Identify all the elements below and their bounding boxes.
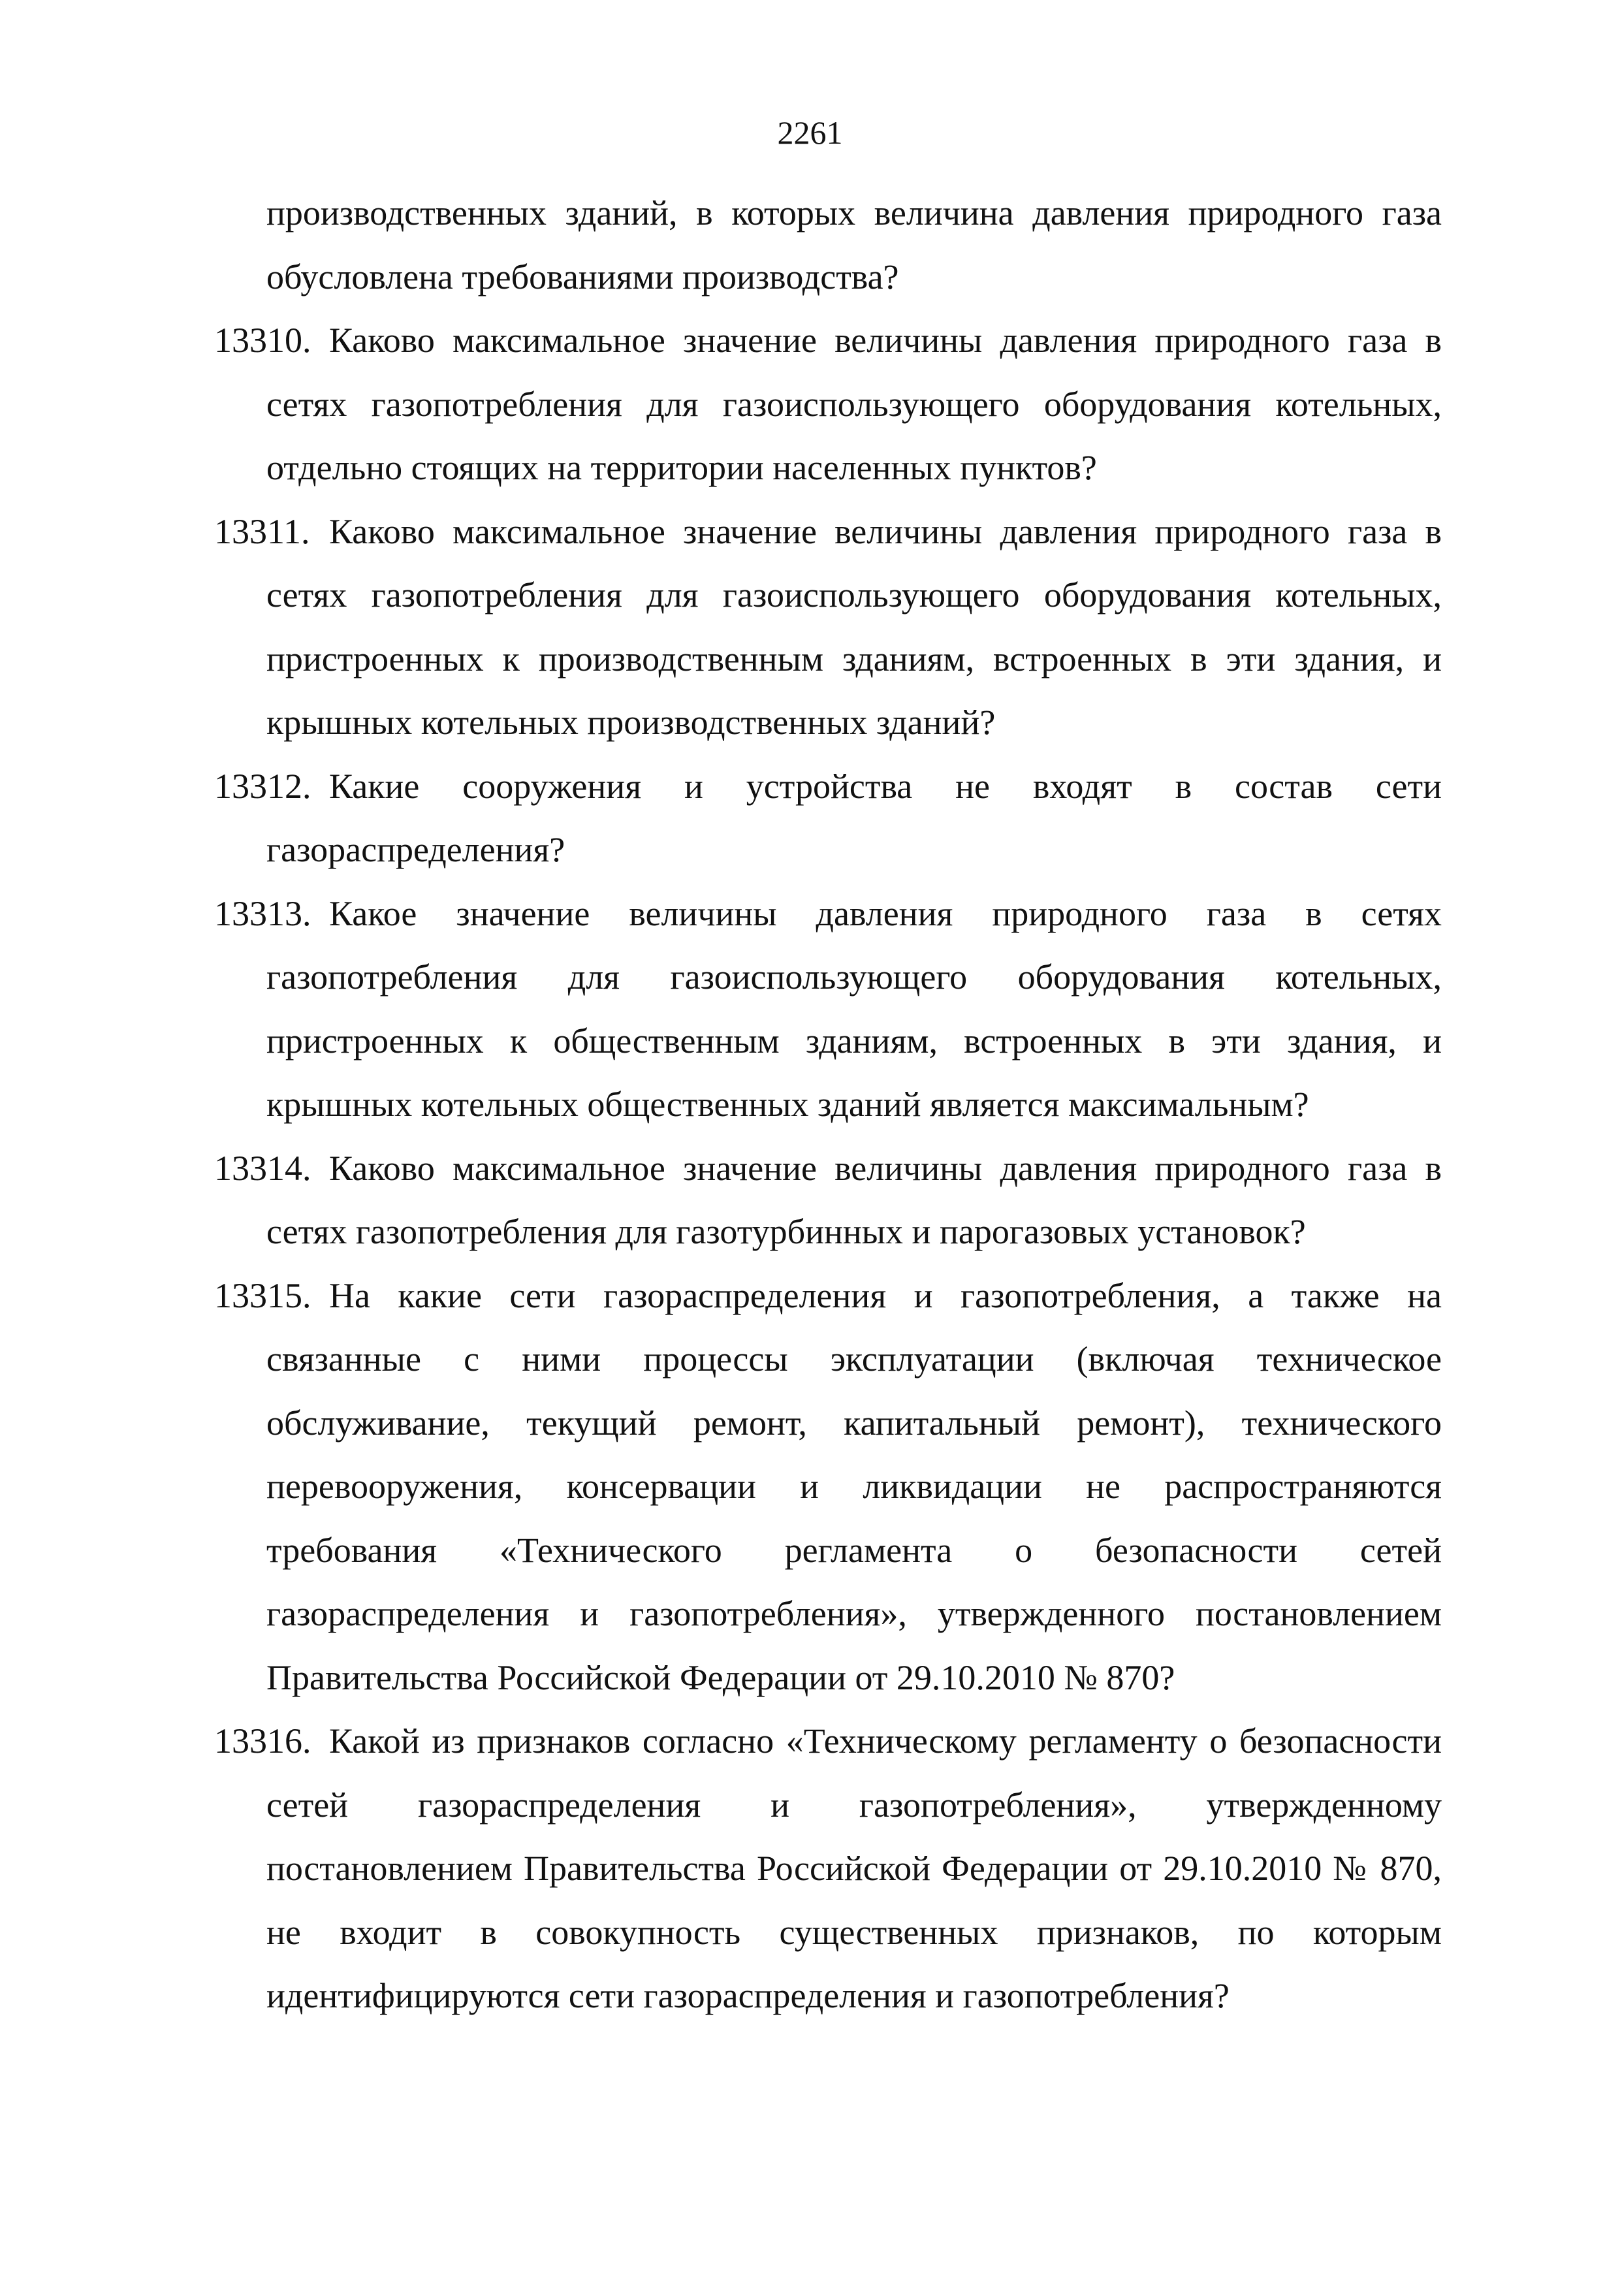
question-number: 13311. bbox=[214, 511, 310, 551]
question-list bbox=[214, 182, 1442, 2028]
question-item-13313 bbox=[214, 882, 1442, 1137]
question-number: 13313. bbox=[214, 893, 311, 933]
question-item-13315 bbox=[214, 1264, 1442, 1710]
question-item-13316 bbox=[214, 1710, 1442, 2028]
question-item-13311 bbox=[214, 500, 1442, 755]
question-number: 13312. bbox=[214, 766, 311, 806]
page-number: 2261 bbox=[777, 114, 843, 151]
question-item-13310 bbox=[214, 309, 1442, 500]
question-text: Каково максимальное значение величины давления природного газа в сетях газопотребления для газотурбинных и парогазовых установок? bbox=[266, 1148, 1442, 1251]
question-text: Каково максимальное значение величины давления природного газа в сетях газопотребления для газоиспользующего оборудования котельных, отдельно стоящих на территории населенных пунктов? bbox=[266, 321, 1442, 487]
question-text: Какое значение величины давления природного газа в сетях газопотребления для газоиспользующего оборудования котельных, пристроенных к общественным зданиям, встроенных в эти здания, и крышных котельных общественных зданий является максимальным? bbox=[266, 893, 1442, 1124]
question-number: 13316. bbox=[214, 1721, 311, 1761]
question-number: 13315. bbox=[214, 1275, 311, 1315]
question-item-13312 bbox=[214, 755, 1442, 882]
continuation-paragraph: производственных зданий, в которых величина давления природного газа обусловлена требованиями производства? bbox=[266, 193, 1442, 296]
question-text: Какой из признаков согласно «Техническому регламенту о безопасности сетей газораспределения и газопотребления», утвержденному постановлением Правительства Российской Федерации от 29.10.2010 № 870, не входит в совокупность существенных признаков, по которым идентифицируются сети газораспределения и газопотребления? bbox=[266, 1721, 1442, 2015]
question-number: 13310. bbox=[214, 321, 311, 360]
question-text: На какие сети газораспределения и газопотребления, а также на связанные с ними процессы эксплуатации (включая техническое обслуживание, текущий ремонт, капитальный ремонт), технического перевооружения, консервации и ликвидации не распространяются требования «Технического регламента о безопасности сетей газораспределения и газопотребления», утвержденного постановлением Правительства Российской Федерации от 29.10.2010 № 870? bbox=[266, 1275, 1442, 1697]
question-text: Каково максимальное значение величины давления природного газа в сетях газопотребления для газоиспользующего оборудования котельных, пристроенных к производственным зданиям, встроенных в эти здания, и крышных котельных производственных зданий? bbox=[266, 511, 1442, 742]
question-text: Какие сооружения и устройства не входят в состав сети газораспределения? bbox=[266, 766, 1442, 869]
question-number: 13314. bbox=[214, 1148, 311, 1188]
question-item-13314 bbox=[214, 1137, 1442, 1264]
